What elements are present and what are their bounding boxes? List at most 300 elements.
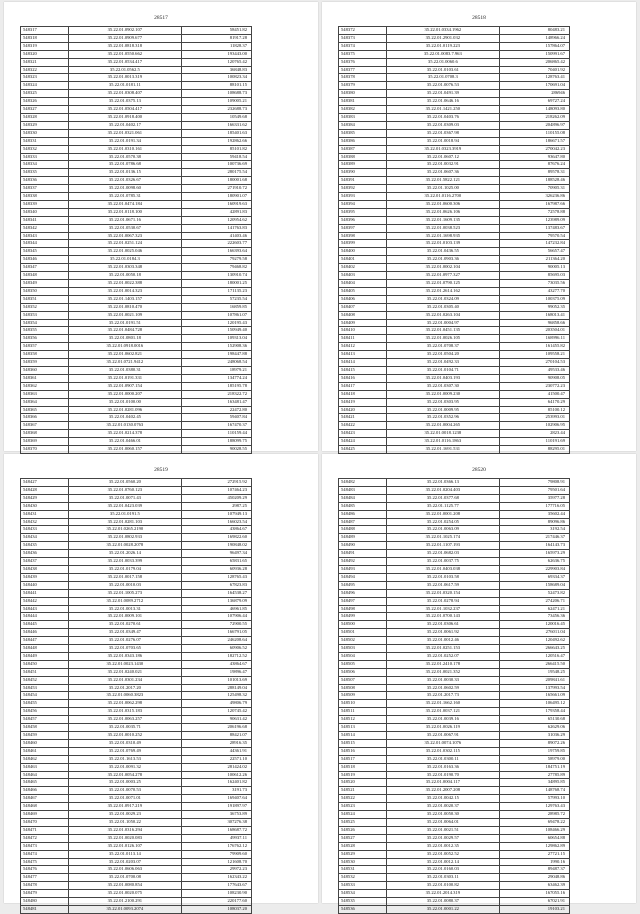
table-row (339, 58, 570, 66)
cadastral-code-cell: 35.22.01.0606.063 (68, 866, 181, 874)
cadastral-code-cell: 35.22.01.0802.933 (68, 534, 181, 542)
cadastral-code-cell: 35.22.01.0181.11 (68, 82, 181, 90)
table-row (339, 34, 570, 42)
row-id-cell: 548476 (21, 866, 69, 874)
row-id-cell: 548477 (21, 874, 69, 882)
cadastral-code-cell: 35.22.01.0602.821 (68, 351, 181, 359)
table-row (339, 129, 570, 137)
cadastral-code-cell: 35.22.01.0103.58 (386, 573, 499, 581)
cadastral-code-cell: 35.22.01.0032.91 (386, 161, 499, 169)
amount-cell: 59418.54 (181, 153, 251, 161)
table-row (21, 597, 252, 605)
row-id-cell: 548379 (339, 82, 387, 90)
table-row (21, 414, 252, 422)
row-id-cell: 548431 (21, 510, 69, 518)
amount-cell: 35977.28 (499, 494, 569, 502)
cadastral-code-cell: 35.22.01.0403.038 (386, 565, 499, 573)
cadastral-code-cell: 35.22.01.0080.854 (68, 882, 181, 890)
amount-cell: 69334.37 (499, 573, 569, 581)
table-row (339, 534, 570, 542)
cadastral-code-cell: 35.22.01.0708.37 (386, 343, 499, 351)
cadastral-code-cell: 35.22.01.0130.0763 (68, 422, 181, 430)
amount-cell: 31036.29 (499, 732, 569, 740)
row-id-cell: 548419 (339, 398, 387, 406)
row-id-cell: 548480 (21, 898, 69, 906)
cadastral-code-cell: 35.22.01.0119.223 (386, 42, 499, 50)
amount-cell: 120765.42 (181, 58, 251, 66)
amount-cell: 120745.42 (181, 708, 251, 716)
cadastral-code-cell: 35.22.01.0021.352 (386, 668, 499, 676)
row-id-cell: 548358 (21, 351, 69, 359)
table-row (339, 113, 570, 121)
amount-cell: 79279.58 (181, 256, 251, 264)
amount-cell: 182712.52 (181, 652, 251, 660)
cadastral-code-cell: 35.22.01.0760.123 (68, 486, 181, 494)
cadastral-code-cell: 35.22.01.0064.01 (386, 818, 499, 826)
amount-cell: 56657.47 (499, 248, 569, 256)
table-row (339, 834, 570, 842)
amount-cell: 171135.23 (181, 287, 251, 295)
amount-cell: 41403.46 (181, 232, 251, 240)
table-row (21, 153, 252, 161)
cadastral-code-cell: 35.22.01.1691.531 (386, 446, 499, 454)
row-id-cell: 548333 (21, 153, 69, 161)
amount-cell: 157864.07 (499, 42, 569, 50)
row-id-cell: 548450 (21, 660, 69, 668)
table-row (339, 327, 570, 335)
amount-cell: 107949.13 (181, 510, 251, 518)
row-id-cell: 548461 (21, 747, 69, 755)
row-id-cell: 548536 (339, 905, 387, 913)
table-row (21, 479, 252, 487)
cadastral-code-cell: 35.22.01.2901.032 (386, 34, 499, 42)
table-row (21, 359, 252, 367)
table-row (21, 335, 252, 343)
row-id-cell: 548503 (339, 645, 387, 653)
table-row (339, 676, 570, 684)
amount-cell: 220177.60 (181, 898, 251, 906)
row-id-cell: 548321 (21, 58, 69, 66)
row-id-cell: 548405 (339, 287, 387, 295)
row-id-cell: 548482 (339, 479, 387, 487)
amount-cell: 185195.78 (181, 382, 251, 390)
amount-cell: 177716.05 (499, 502, 569, 510)
table-row (339, 479, 570, 487)
amount-cell: 168013.41 (499, 311, 569, 319)
cadastral-code-cell: 35.22.01.0466.01 (68, 438, 181, 446)
amount-cell: 19103.21 (499, 905, 569, 913)
amount-cell: 253993.01 (499, 414, 569, 422)
amount-cell: 307276.38 (181, 818, 251, 826)
cadastral-code-cell: 35.22.01.0402.17 (68, 121, 181, 129)
row-id-cell: 548393 (339, 193, 387, 201)
amount-cell: 72578.88 (499, 208, 569, 216)
amount-cell: 184751.19 (499, 763, 569, 771)
amount-cell: 141763.83 (181, 224, 251, 232)
amount-cell: 102906.95 (499, 422, 569, 430)
row-id-cell: 548394 (339, 200, 387, 208)
amount-cell: 180001.68 (181, 177, 251, 185)
amount-cell: 188099.75 (181, 438, 251, 446)
cadastral-code-cell: 35.22.01.0251.124 (68, 240, 181, 248)
cadastral-code-cell: 35.22.01.1609.135 (386, 216, 499, 224)
cadastral-code-cell: 35.22.01.0050.18 (68, 272, 181, 280)
page-number: 28518 (472, 15, 486, 21)
table-row (21, 42, 252, 50)
row-id-cell: 548351 (21, 295, 69, 303)
amount-cell: 162401.82 (181, 779, 251, 787)
cadastral-code-cell: 35.22.01.0504.20 (386, 351, 499, 359)
table-row (21, 676, 252, 684)
row-id-cell: 548382 (339, 106, 387, 114)
amount-cell: 27721.15 (499, 850, 569, 858)
amount-cell: 109313.04 (181, 335, 251, 343)
row-id-cell: 548369 (21, 438, 69, 446)
table-row (21, 366, 252, 374)
cadastral-code-cell: 35.22.01.2614.162 (386, 287, 499, 295)
amount-cell: 128763.41 (499, 74, 569, 82)
cadastral-code-cell: 35.22.01.0191.34 (68, 137, 181, 145)
amount-cell: 165973.29 (499, 550, 569, 558)
table-row (339, 486, 570, 494)
amount-cell: 270042.23 (499, 145, 569, 153)
row-id-cell: 548451 (21, 668, 69, 676)
table-row (339, 98, 570, 106)
row-id-cell: 548535 (339, 898, 387, 906)
row-id-cell: 548373 (339, 34, 387, 42)
row-id-cell: 548421 (339, 414, 387, 422)
table-row (21, 558, 252, 566)
amount-cell: 193443.00 (181, 50, 251, 58)
amount-cell: 169407.64 (181, 795, 251, 803)
amount-cell: 160919.63 (181, 200, 251, 208)
cadastral-code-cell: 35.22.01.2014.319 (386, 890, 499, 898)
amount-cell: 130910.74 (181, 272, 251, 280)
row-id-cell: 548355 (21, 327, 69, 335)
table-row (21, 613, 252, 621)
row-id-cell: 548412 (339, 343, 387, 351)
row-id-cell: 548360 (21, 366, 69, 374)
cadastral-code-cell: 35.22.01.0818.318 (68, 42, 181, 50)
amount-cell: 87676.24 (499, 161, 569, 169)
cadastral-code-cell: 35.22.01.0309.03 (386, 121, 499, 129)
row-id-cell: 548324 (21, 82, 69, 90)
amount-cell: 229903.84 (499, 565, 569, 573)
cadastral-code-cell: 35.22.01.0320.154 (386, 589, 499, 597)
amount-cell: 85100.12 (499, 406, 569, 414)
cadastral-code-cell: 35.22.01.0375.13 (68, 98, 181, 106)
table-row (339, 232, 570, 240)
table-row (21, 898, 252, 906)
row-id-cell: 548494 (339, 573, 387, 581)
amount-cell: 170691.04 (499, 82, 569, 90)
table-row (339, 494, 570, 502)
cadastral-code-cell: 35.22.01.0100.00 (68, 398, 181, 406)
amount-cell: 62636.75 (499, 558, 569, 566)
cadastral-code-cell: 35.22.01.2017.20 (68, 684, 181, 692)
table-row (21, 446, 252, 454)
cadastral-code-cell: 35.22.01.0263.104 (386, 311, 499, 319)
table-row (21, 390, 252, 398)
row-id-cell: 548353 (21, 311, 69, 319)
cadastral-code-cell: 35.22.01.0091.32 (68, 763, 181, 771)
amount-cell: 110155.08 (499, 129, 569, 137)
cadastral-code-cell: 35.22.01.0118.100 (68, 208, 181, 216)
table-row (339, 668, 570, 676)
row-id-cell: 548518 (339, 763, 387, 771)
cadastral-code-cell: 35.22.01.1025.00 (386, 185, 499, 193)
cadastral-code-cell: 35.22.01.0060.3823 (68, 692, 181, 700)
row-id-cell: 548502 (339, 637, 387, 645)
table-row (21, 438, 252, 446)
cadastral-code-cell: 35.22.01.0785.31 (68, 193, 181, 201)
row-id-cell: 548388 (339, 153, 387, 161)
cadastral-code-cell: 35.22.01.0918.0016 (68, 343, 181, 351)
cadastral-code-cell: 35.22.01.0721.9412 (68, 359, 181, 367)
cadastral-code-cell: 35.22.01.1613.53 (68, 755, 181, 763)
cadastral-code-cell: 35.22.01.0700.143 (386, 613, 499, 621)
cadastral-code-cell: 35.22.01.0323.3919 (386, 145, 499, 153)
amount-cell: 3192.54 (499, 526, 569, 534)
row-id-cell: 548498 (339, 605, 387, 613)
row-id-cell: 548470 (21, 818, 69, 826)
row-id-cell: 548413 (339, 351, 387, 359)
amount-cell: 272915.92 (181, 479, 251, 487)
cadastral-code-cell: 35.22.01.0310.161 (68, 145, 181, 153)
amount-cell: 85695.03 (499, 272, 569, 280)
amount-cell: 93647.80 (499, 153, 569, 161)
row-id-cell: 548362 (21, 382, 69, 390)
cadastral-code-cell: 35.22.01.1421.250 (386, 106, 499, 114)
amount-cell: 180901.07 (181, 193, 251, 201)
row-id-cell: 548455 (21, 700, 69, 708)
row-id-cell: 548386 (339, 137, 387, 145)
cadastral-code-cell: 35.22.01.0083.7.963 (386, 50, 499, 58)
cadastral-code-cell: 35.22.01.0214.378 (68, 430, 181, 438)
table-row (339, 264, 570, 272)
row-id-cell: 548425 (339, 446, 387, 454)
cadastral-code-cell: 35.22.01.0012.14 (386, 858, 499, 866)
cadastral-code-cell: 35.22.01.0018.1238 (386, 430, 499, 438)
cadastral-code-cell: 35.22.01.1403.157 (68, 295, 181, 303)
row-id-cell: 548456 (21, 708, 69, 716)
cadastral-code-cell: 35.22.01.0903.36 (386, 256, 499, 264)
table-row (21, 637, 252, 645)
amount-cell: 101013.69 (181, 676, 251, 684)
row-id-cell: 548345 (21, 248, 69, 256)
cadastral-code-cell: 35.22.01.1698.935 (386, 232, 499, 240)
amount-cell: 166393.64 (181, 248, 251, 256)
table-row (339, 645, 570, 653)
amount-cell: 109558.21 (499, 351, 569, 359)
table-row (339, 724, 570, 732)
amount-cell: 164143.73 (499, 542, 569, 550)
table-row (339, 303, 570, 311)
row-id-cell: 548364 (21, 398, 69, 406)
cadastral-code-cell: 35.22.01.0012.35 (386, 842, 499, 850)
row-id-cell: 548472 (21, 834, 69, 842)
row-id-cell: 548423 (339, 430, 387, 438)
row-id-cell: 548367 (21, 422, 69, 430)
row-id-cell: 548401 (339, 256, 387, 264)
table-row (21, 565, 252, 573)
cadastral-code-cell: 35.22.01.0037.121 (386, 708, 499, 716)
table-row (339, 771, 570, 779)
table-row (21, 224, 252, 232)
cadastral-code-cell: 35.22.01.1125.77 (386, 502, 499, 510)
row-id-cell: 548447 (21, 637, 69, 645)
table-row (339, 747, 570, 755)
row-id-cell: 548318 (21, 34, 69, 42)
cadastral-code-cell: 35.22.01.0451.135 (386, 327, 499, 335)
row-id-cell: 548504 (339, 652, 387, 660)
table-row (21, 343, 252, 351)
cadastral-code-cell: 35.22.01.1662.160 (386, 700, 499, 708)
cadastral-code-cell: 35.22.01.0265.2190 (68, 526, 181, 534)
cadastral-code-cell: 35.22.01.0009.95 (386, 406, 499, 414)
cadastral-code-cell: 35.22.01.0179.04 (68, 565, 181, 573)
row-id-cell: 548519 (339, 771, 387, 779)
row-id-cell: 548448 (21, 645, 69, 653)
row-id-cell: 548325 (21, 90, 69, 98)
amount-cell: 166791.05 (181, 629, 251, 637)
amount-cell: 2987.25 (181, 502, 251, 510)
table-row (339, 905, 570, 913)
cadastral-code-cell: 35.22.01.0003.25 (68, 779, 181, 787)
row-id-cell: 548435 (21, 542, 69, 550)
amount-cell: 89487.37 (499, 866, 569, 874)
amount-cell: 167470.37 (181, 422, 251, 430)
amount-cell: 19759.85 (499, 747, 569, 755)
amount-cell: 49937.11 (181, 834, 251, 842)
cadastral-code-cell: 35.22.01.0530.67 (68, 224, 181, 232)
amount-cell: 163481.47 (181, 398, 251, 406)
table-row (21, 406, 252, 414)
cadastral-code-cell: 35.22.01.0326.67 (68, 177, 181, 185)
cadastral-code-cell: 35.22.01.0029.23 (68, 811, 181, 819)
amount-cell: 27785.89 (499, 771, 569, 779)
table-row (339, 795, 570, 803)
ledger-table (338, 26, 570, 462)
table-row (339, 510, 570, 518)
cadastral-code-cell: 35.22.01.0303.11 (386, 874, 499, 882)
table-row (339, 446, 570, 454)
amount-cell: 1990.16 (499, 858, 569, 866)
table-row (339, 145, 570, 153)
cadastral-code-cell: 35.22.01.0343.186 (68, 652, 181, 660)
cadastral-code-cell: 35.22.01.0184.3 (68, 256, 181, 264)
table-row (21, 113, 252, 121)
document-page-4 (322, 454, 636, 911)
cadastral-code-cell: 35.22.01.0001.22 (386, 905, 499, 913)
amount-cell: 88295.01 (499, 446, 569, 454)
cadastral-code-cell: 35.22.01.0052.52 (386, 850, 499, 858)
row-id-cell: 548344 (21, 240, 69, 248)
table-row (21, 137, 252, 145)
cadastral-code-cell: 35.22.01.0025.046 (68, 248, 181, 256)
cadastral-code-cell: 35.22.01.0033.399 (68, 558, 181, 566)
amount-cell: 288149.04 (181, 684, 251, 692)
row-id-cell: 548368 (21, 430, 69, 438)
row-id-cell: 548428 (21, 486, 69, 494)
row-id-cell: 548525 (339, 818, 387, 826)
cadastral-code-cell: 35.22.01.0902.107 (68, 27, 181, 35)
cadastral-code-cell: 35.22.01.0038.523 (386, 224, 499, 232)
row-id-cell: 548339 (21, 200, 69, 208)
table-row (339, 82, 570, 90)
cadastral-code-cell: 35.22.01.2007.208 (386, 787, 499, 795)
amount-cell: 60654.88 (499, 834, 569, 842)
table-row (339, 50, 570, 58)
cadastral-code-cell: 35.22.01.1032.237 (386, 605, 499, 613)
table-row (339, 874, 570, 882)
cadastral-code-cell: 35.22.01.0009.230 (386, 390, 499, 398)
amount-cell: 63462.39 (499, 882, 569, 890)
amount-cell: 70401.92 (499, 66, 569, 74)
table-row (21, 303, 252, 311)
row-id-cell: 548432 (21, 518, 69, 526)
table-row (21, 795, 252, 803)
cadastral-code-cell: 35.22.01.0013.31 (68, 605, 181, 613)
cadastral-code-cell: 35.22.01.1107.193 (386, 542, 499, 550)
row-id-cell: 548385 (339, 129, 387, 137)
cadastral-code-cell: 35.22.01.0504.417 (68, 106, 181, 114)
cadastral-code-cell: 35.22.01.0062.298 (68, 700, 181, 708)
cadastral-code-cell: 35.22.01.0037.75 (386, 558, 499, 566)
table-row (339, 558, 570, 566)
amount-cell: 36848.83 (181, 66, 251, 74)
amount-cell: 67021.91 (499, 898, 569, 906)
cadastral-code-cell: 35.22.01.0203.07 (68, 858, 181, 866)
cadastral-code-cell: 35.22.01.0113.14 (68, 850, 181, 858)
amount-cell: 67823.83 (181, 581, 251, 589)
cadastral-code-cell: 35.22.01.0103.61 (386, 66, 499, 74)
table-row (21, 295, 252, 303)
row-id-cell: 548427 (21, 479, 69, 487)
table-row (21, 905, 252, 913)
amount-cell: 49806.79 (181, 700, 251, 708)
table-row (21, 374, 252, 382)
amount-cell: 19548.25 (499, 668, 569, 676)
cadastral-code-cell: 35.22.01.0000.207 (68, 390, 181, 398)
table-row (339, 177, 570, 185)
cadastral-code-cell: 35.22.01.0021.109 (68, 311, 181, 319)
cadastral-code-cell: 35.22.01.0100.82 (386, 882, 499, 890)
table-row (339, 526, 570, 534)
row-id-cell: 548417 (339, 382, 387, 390)
cadastral-code-cell: 35.22.01.0646.16 (386, 98, 499, 106)
table-row (339, 573, 570, 581)
table-row (21, 534, 252, 542)
cadastral-code-cell: 35.22.01.0029.57 (386, 834, 499, 842)
amount-cell: 167055.16 (499, 890, 569, 898)
amount-cell: 148966.24 (499, 34, 569, 42)
amount-cell: 110159.44 (181, 430, 251, 438)
cadastral-code-cell: 35.22.01.2410.178 (386, 660, 499, 668)
row-id-cell: 548452 (21, 676, 69, 684)
cadastral-code-cell: 35.22.01.0276.07 (68, 637, 181, 645)
amount-cell: 52473.82 (499, 589, 569, 597)
row-id-cell: 548370 (21, 446, 69, 454)
amount-cell: 162343.22 (181, 874, 251, 882)
amount-cell: 43864.67 (181, 526, 251, 534)
table-row (339, 390, 570, 398)
cadastral-code-cell: 35.22.01.0492.33 (386, 359, 499, 367)
table-row (21, 573, 252, 581)
table-row (21, 589, 252, 597)
table-row (21, 882, 252, 890)
table-row (339, 637, 570, 645)
